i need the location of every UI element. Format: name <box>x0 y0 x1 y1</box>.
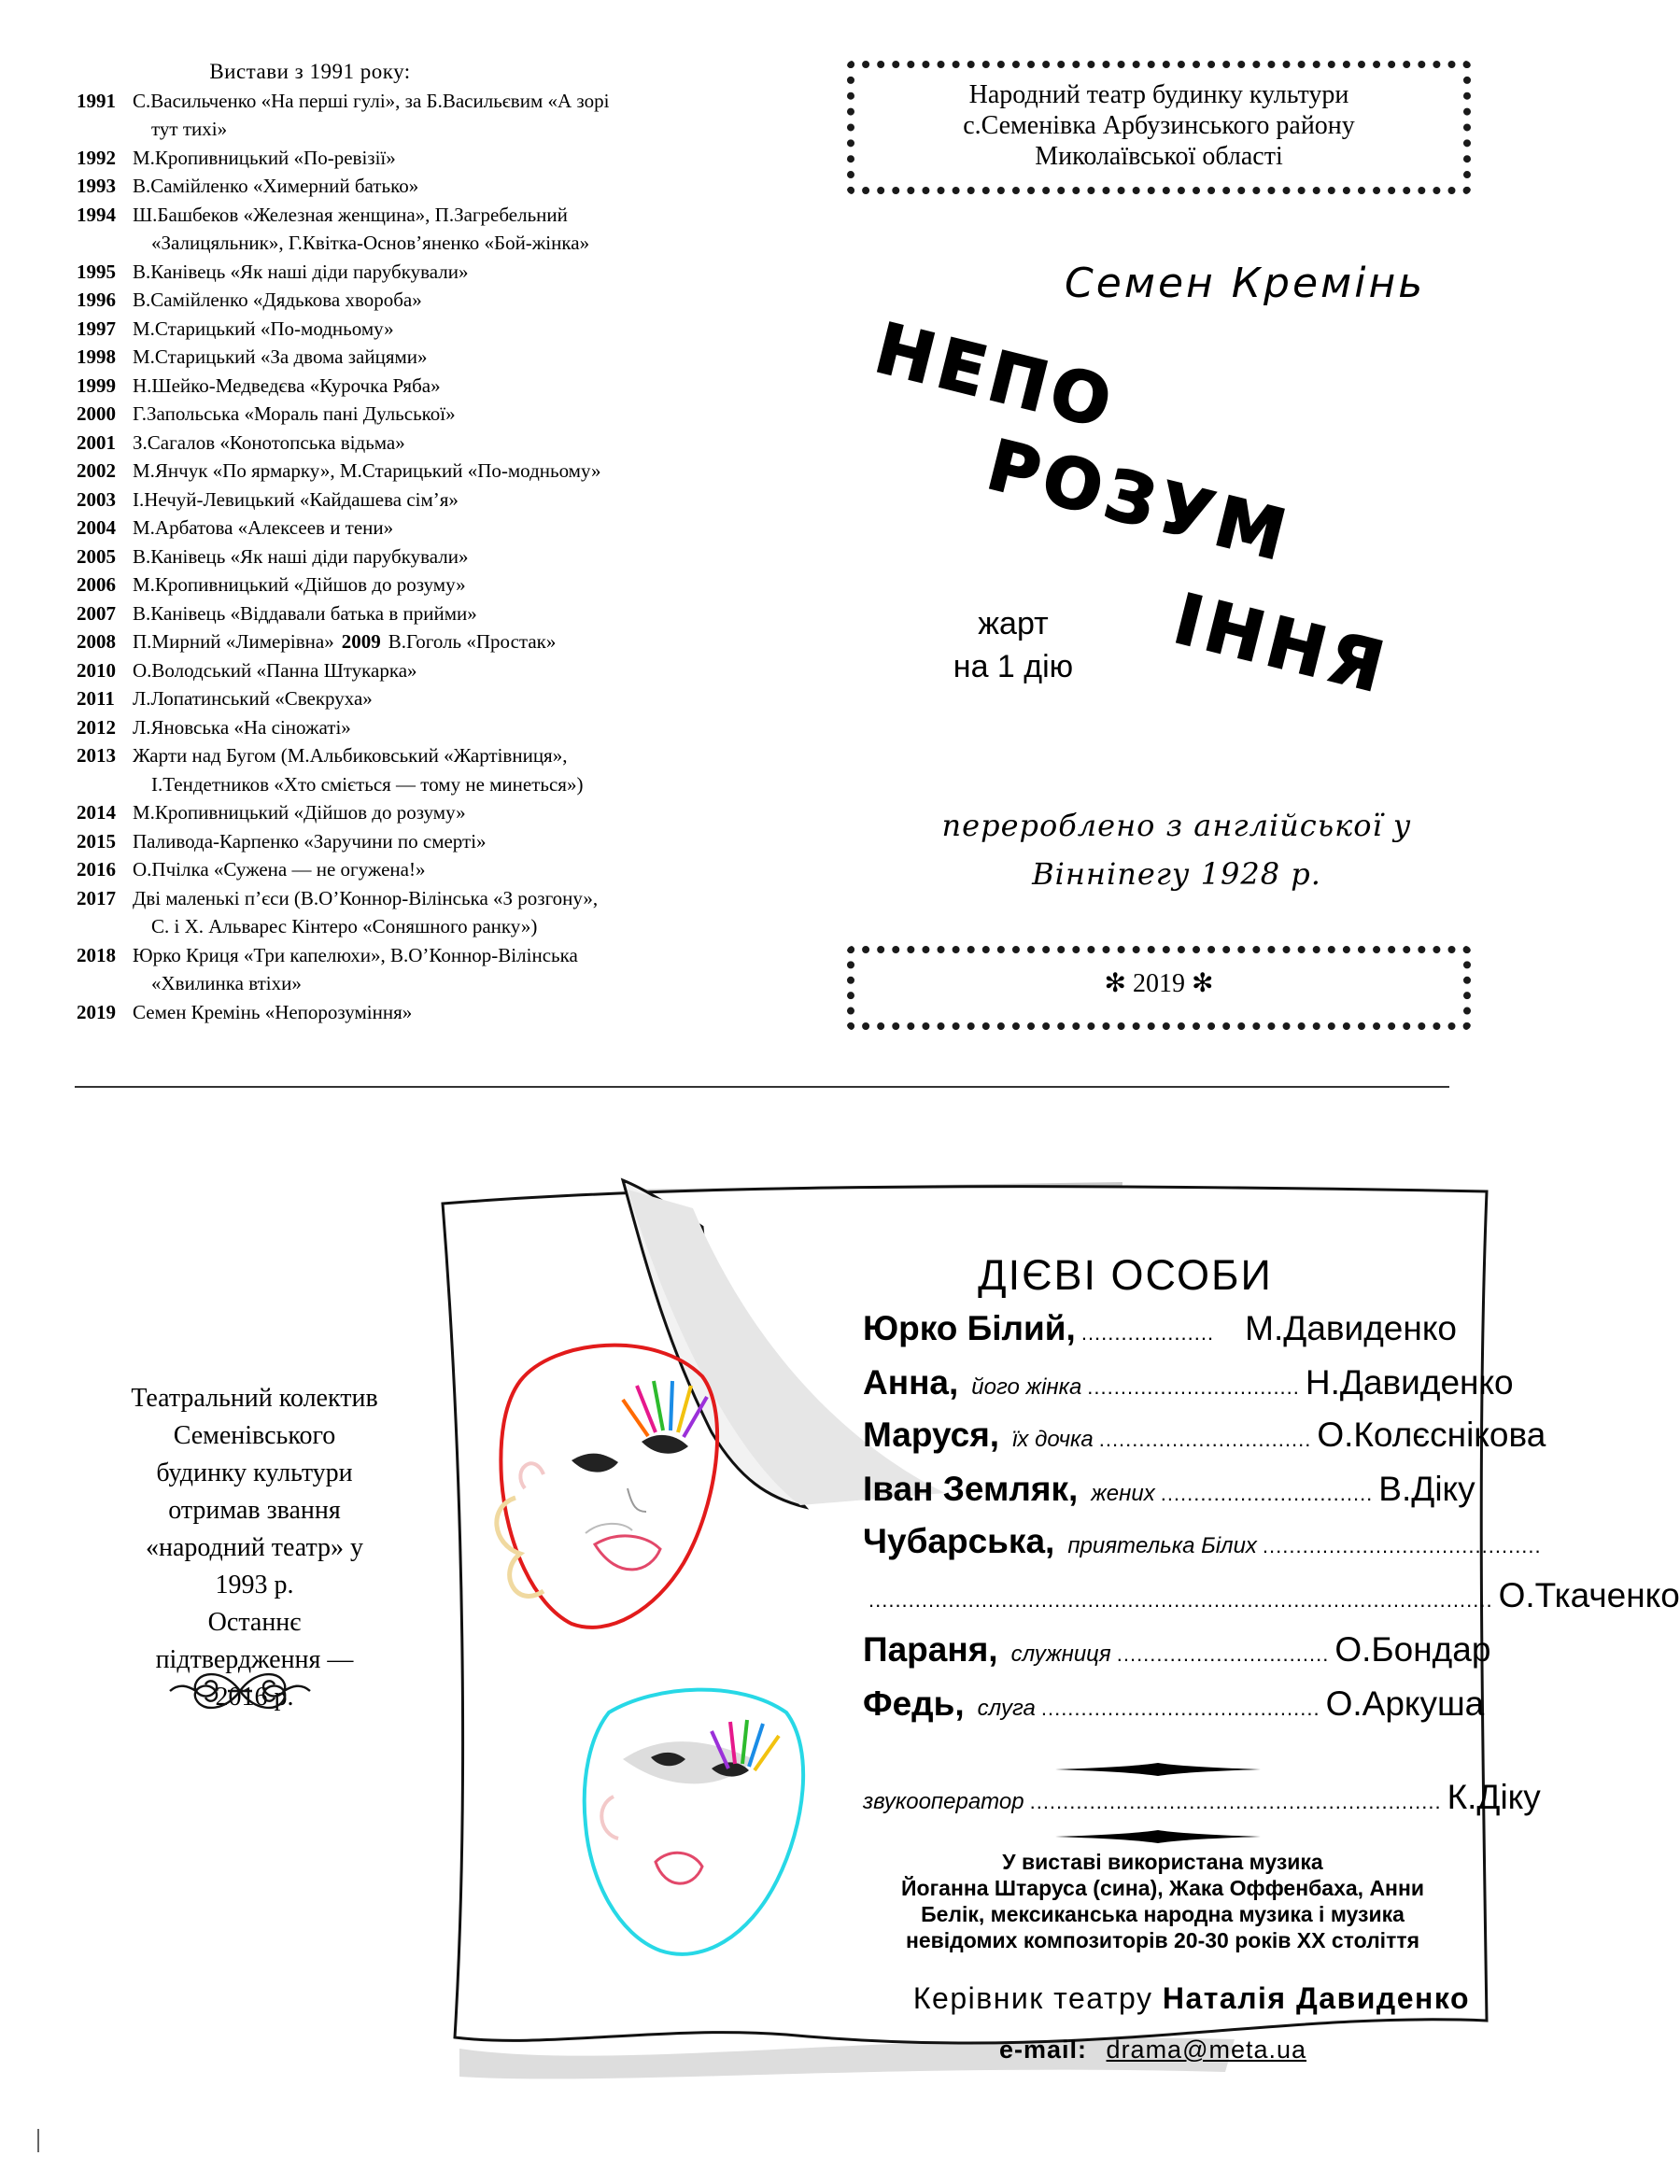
entry-year: 1999 <box>77 373 116 397</box>
play-title-part-3: ІННЯ <box>1166 579 1397 710</box>
music-line: Белік, мексиканська народна музика і музика <box>921 1902 1405 1926</box>
cast-row <box>863 1576 1680 1615</box>
entry-year: 2014 <box>77 801 116 824</box>
collective-line: будинку культури <box>156 1458 353 1487</box>
page-divider <box>75 1086 1449 1088</box>
repertoire-entry <box>77 201 730 258</box>
theatre-line-1: Народний театр будинку культури <box>968 80 1349 109</box>
director-credit <box>863 1981 1470 2016</box>
cast-row <box>863 1309 1457 1348</box>
entry-year: 1998 <box>77 345 116 368</box>
actor-name: О.Бондар <box>1334 1630 1491 1669</box>
collective-line: 2016 р. <box>215 1683 294 1712</box>
entry-continuation: С. і Х. Альварес Кінтеро «Соняшного ранку») <box>151 915 538 937</box>
character-name: Юрко Білий, <box>863 1309 1076 1347</box>
entry-text <box>133 286 730 315</box>
collective-line: Семенівського <box>173 1421 336 1450</box>
character-role: їх дочка <box>1012 1427 1094 1452</box>
entry-year: 2000 <box>77 402 116 425</box>
repertoire-entry <box>77 656 730 685</box>
entry-text <box>133 343 730 372</box>
entry-title: Дві маленькі п’єси (В.О’Коннор-Вілінська «З розгону», <box>133 886 599 909</box>
music-credits <box>854 1849 1471 1953</box>
entry-title: Семен Кремінь «Непорозуміння» <box>133 1000 413 1023</box>
genre-label <box>911 602 1116 688</box>
actor-name: К.Діку <box>1447 1778 1541 1816</box>
repertoire-entry <box>77 400 730 429</box>
entry-title: І.Нечуй-Левицький «Кайдашева сім’я» <box>133 487 459 511</box>
scroll-ornament-icon <box>170 1662 310 1720</box>
entry-title-2: В.Гоголь «Простак» <box>388 630 557 653</box>
entry-text <box>133 486 730 514</box>
repertoire-entry <box>77 827 730 856</box>
entry-text <box>133 884 730 941</box>
entry-title: Жарти над Бугом (М.Альбиковський «Жартівниця», <box>133 744 568 767</box>
repertoire-entry <box>77 599 730 628</box>
dot-leader: .............................................................................................. <box>868 1588 1493 1612</box>
entry-text <box>133 571 730 599</box>
contact-email <box>999 2036 1306 2064</box>
dot-leader: ................................ <box>1116 1642 1330 1666</box>
repertoire-entry <box>77 998 730 1027</box>
entry-title: Юрко Криця «Три капелюхи», В.О’Коннор-Вілінська <box>133 943 578 966</box>
entry-year: 1992 <box>77 146 116 169</box>
entry-title: П.Мирний «Лимерівна» <box>133 630 334 653</box>
translation-note <box>878 801 1475 898</box>
music-line: У виставі використана музика <box>1002 1850 1323 1874</box>
entry-year: 2013 <box>77 744 116 767</box>
repertoire-entry <box>77 372 730 401</box>
actor-name: Н.Давиденко <box>1305 1363 1514 1402</box>
entry-text <box>133 400 730 429</box>
entry-text <box>133 172 730 201</box>
dot-leader: .............................................................. <box>1029 1790 1442 1813</box>
entry-year: 1991 <box>77 89 116 112</box>
translation-line-1: перероблено з англійської у <box>941 808 1412 843</box>
collective-line: «народний театр» у <box>145 1533 364 1562</box>
repertoire-entry <box>77 486 730 514</box>
entry-title: Ш.Башбеков «Железная женщина», П.Загребельний <box>133 203 568 226</box>
cast-row <box>863 1684 1485 1724</box>
divider-swash-icon <box>1055 1763 1261 1776</box>
entry-title: Паливода-Карпенко «Заручини по смерті» <box>133 829 487 852</box>
music-line: Йоганна Штаруса (сина), Жака Оффенбаха, Анни <box>901 1876 1424 1900</box>
repertoire-list <box>77 58 730 1026</box>
cast-row <box>863 1470 1475 1509</box>
actor-name: О.Колєснікова <box>1317 1416 1546 1454</box>
author-name: Семен Кремінь <box>1065 260 1426 307</box>
entry-text <box>133 514 730 542</box>
dot-leader: ................................ <box>1087 1375 1300 1399</box>
repertoire-entry <box>77 713 730 742</box>
repertoire-entry <box>77 343 730 372</box>
entry-year: 2019 <box>77 1000 116 1023</box>
entry-year: 2002 <box>77 459 116 482</box>
entry-title: В.Канівець «Як наші діди парубкували» <box>133 260 469 283</box>
collective-line: Останнє <box>207 1608 302 1637</box>
repertoire-entry <box>77 144 730 173</box>
dot-leader: ................................ <box>1160 1482 1374 1505</box>
character-role: жених <box>1091 1481 1155 1506</box>
repertoire-entry <box>77 941 730 998</box>
repertoire-entry <box>77 884 730 941</box>
entry-text <box>133 741 730 798</box>
repertoire-entry <box>77 798 730 827</box>
entry-text <box>133 457 730 486</box>
dot-leader: .......................................... <box>1262 1534 1542 1557</box>
genre-line-2: на 1 дію <box>953 649 1074 684</box>
email-label: e-mail: <box>999 2036 1088 2064</box>
repertoire-entry <box>77 457 730 486</box>
entry-text <box>133 87 730 144</box>
repertoire-entry <box>77 542 730 571</box>
entry-text <box>133 258 730 287</box>
collective-line: Театральний колектив <box>131 1384 378 1413</box>
entry-title: С.Васильченко «На перші гулі», за Б.Васильєвим «А зорі <box>133 89 610 112</box>
entry-year: 2008 <box>77 630 116 653</box>
entry-title: Л.Яновська «На сіножаті» <box>133 715 351 739</box>
repertoire-entry <box>77 855 730 884</box>
play-title-part-2: РОЗУМ <box>980 425 1299 578</box>
entry-year: 1994 <box>77 203 116 226</box>
cast-row <box>863 1522 1542 1561</box>
play-title-part-1: НЕПО <box>868 308 1124 445</box>
entry-title: О.Пчілка «Сужена — не огужена!» <box>133 858 426 881</box>
director-label: Керівник театру <box>912 1981 1153 2015</box>
repertoire-entry <box>77 514 730 542</box>
entry-title: М.Янчук «По ярмарку», М.Старицький «По-модньому» <box>133 459 601 482</box>
entry-title: М.Кропивницький «Дійшов до розуму» <box>133 573 466 596</box>
repertoire-entry <box>77 627 730 656</box>
entry-title: В.Канівець «Як наші діди парубкували» <box>133 544 469 568</box>
entry-title: В.Самійленко «Химерний батько» <box>133 175 419 197</box>
collective-line: 1993 р. <box>215 1571 294 1599</box>
entry-year: 2003 <box>77 487 116 511</box>
actor-name: О.Аркуша <box>1325 1684 1485 1723</box>
entry-title: Л.Лопатинський «Свекруха» <box>133 687 373 710</box>
entry-year: 2001 <box>77 430 116 454</box>
character-name: Параня, <box>863 1630 998 1669</box>
cast-heading: ДІЄВІ ОСОБИ <box>978 1251 1273 1299</box>
director-name: Наталія Давиденко <box>1162 1981 1470 2015</box>
entry-title: З.Сагалов «Конотопська відьма» <box>133 430 405 454</box>
character-name: Анна, <box>863 1363 959 1402</box>
cast-row <box>863 1363 1514 1402</box>
actor-name: В.Діку <box>1378 1470 1475 1508</box>
collective-line: отримав звання <box>168 1496 341 1525</box>
entry-text <box>133 144 730 173</box>
entry-text <box>133 827 730 856</box>
entry-text <box>133 429 730 458</box>
theatre-line-2: с.Семенівка Арбузинського району <box>963 111 1355 140</box>
cast-row <box>863 1778 1541 1817</box>
entry-title: М.Арбатова «Алексеев и тени» <box>133 516 394 539</box>
entry-continuation: І.Тендетников «Хто сміється — тому не минеться») <box>151 772 584 796</box>
entry-title: Г.Запольська «Мораль пані Дульської» <box>133 402 456 425</box>
entry-title: М.Кропивницький «По-ревізії» <box>133 146 396 169</box>
entry-text <box>133 599 730 628</box>
entry-title: М.Кропивницький «Дійшов до розуму» <box>133 801 466 824</box>
entry-title: О.Володський «Панна Штукарка» <box>133 658 417 682</box>
translation-line-2: Вінніпегу 1928 р. <box>1032 856 1321 892</box>
entry-text <box>133 855 730 884</box>
character-name: Федь, <box>863 1684 965 1723</box>
entry-year: 2011 <box>77 687 115 710</box>
year-banner: ✻ 2019 ✻ <box>1104 969 1214 998</box>
repertoire-title: Вистави з 1991 року: <box>209 60 411 83</box>
actor-name: М.Давиденко <box>1245 1309 1457 1347</box>
divider-swash-icon <box>1055 1830 1261 1843</box>
cast-row <box>863 1630 1491 1670</box>
entry-text <box>133 713 730 742</box>
entry-year: 2005 <box>77 544 116 568</box>
entry-year: 2018 <box>77 943 116 966</box>
entry-text <box>133 998 730 1027</box>
repertoire-entries <box>77 87 730 1027</box>
entry-text <box>133 684 730 713</box>
repertoire-entry <box>77 87 730 144</box>
entry-text <box>133 941 730 998</box>
repertoire-entry <box>77 258 730 287</box>
theatre-header <box>854 79 1463 172</box>
entry-year: 2010 <box>77 658 116 682</box>
entry-continuation: «Залицяльник», Г.Квітка-Основ’яненко «Бой-жінка» <box>151 232 590 254</box>
entry-year: 1993 <box>77 175 116 197</box>
entry-year: 2007 <box>77 601 116 625</box>
entry-year: 2017 <box>77 886 116 909</box>
music-line: невідомих композиторів 20-30 років ХХ століття <box>905 1928 1420 1952</box>
entry-title: М.Старицький «За двома зайцями» <box>133 345 428 368</box>
repertoire-entry <box>77 571 730 599</box>
entry-text <box>133 542 730 571</box>
entry-year: 2004 <box>77 516 116 539</box>
page-edge-mark <box>37 2129 39 2152</box>
entry-title: Н.Шейко-Медведєва «Курочка Ряба» <box>133 373 441 397</box>
dot-leader: .................... <box>1080 1321 1215 1345</box>
entry-text <box>133 656 730 685</box>
entry-year: 1997 <box>77 317 116 340</box>
dot-leader: ................................ <box>1098 1428 1312 1451</box>
email-link[interactable]: drama@meta.ua <box>1106 2036 1307 2064</box>
entry-title: В.Канівець «Віддавали батька в прийми» <box>133 601 477 625</box>
repertoire-entry <box>77 286 730 315</box>
collective-line: підтвердження — <box>155 1645 354 1674</box>
dot-leader: .......................................... <box>1040 1697 1320 1720</box>
entry-year: 2016 <box>77 858 116 881</box>
entry-text <box>133 201 730 258</box>
entry-year: 1996 <box>77 289 116 311</box>
entry-year: 2012 <box>77 715 116 739</box>
repertoire-entry <box>77 172 730 201</box>
entry-title: В.Самійленко «Дядькова хвороба» <box>133 289 422 311</box>
cast-row <box>863 1416 1546 1455</box>
repertoire-entry <box>77 429 730 458</box>
character-role: звукооператор <box>863 1789 1024 1814</box>
actor-name: О.Ткаченко <box>1498 1576 1680 1614</box>
entry-continuation: тут тихі» <box>151 118 228 140</box>
repertoire-entry <box>77 315 730 344</box>
entry-year-2: 2009 <box>341 630 381 653</box>
entry-text <box>133 372 730 401</box>
entry-year: 2006 <box>77 573 116 596</box>
entry-title: М.Старицький «По-модньому» <box>133 317 394 340</box>
entry-text <box>133 798 730 827</box>
character-role: його жінка <box>971 1374 1082 1400</box>
character-role: слуга <box>977 1696 1036 1721</box>
character-name: Іван Земляк, <box>863 1470 1079 1508</box>
character-role: служниця <box>1010 1642 1111 1667</box>
repertoire-entry <box>77 684 730 713</box>
repertoire-entry <box>77 741 730 798</box>
character-role: приятелька Білих <box>1067 1533 1257 1558</box>
entry-year: 2015 <box>77 829 116 852</box>
entry-text <box>133 627 730 656</box>
character-name: Маруся, <box>863 1416 1000 1454</box>
character-name: Чубарська, <box>863 1522 1055 1560</box>
genre-line-1: жарт <box>978 606 1049 641</box>
entry-continuation: «Хвилинка втіхи» <box>151 972 302 994</box>
theatre-line-3: Миколаївської області <box>1035 142 1283 171</box>
entry-year: 1995 <box>77 260 116 283</box>
entry-text <box>133 315 730 344</box>
